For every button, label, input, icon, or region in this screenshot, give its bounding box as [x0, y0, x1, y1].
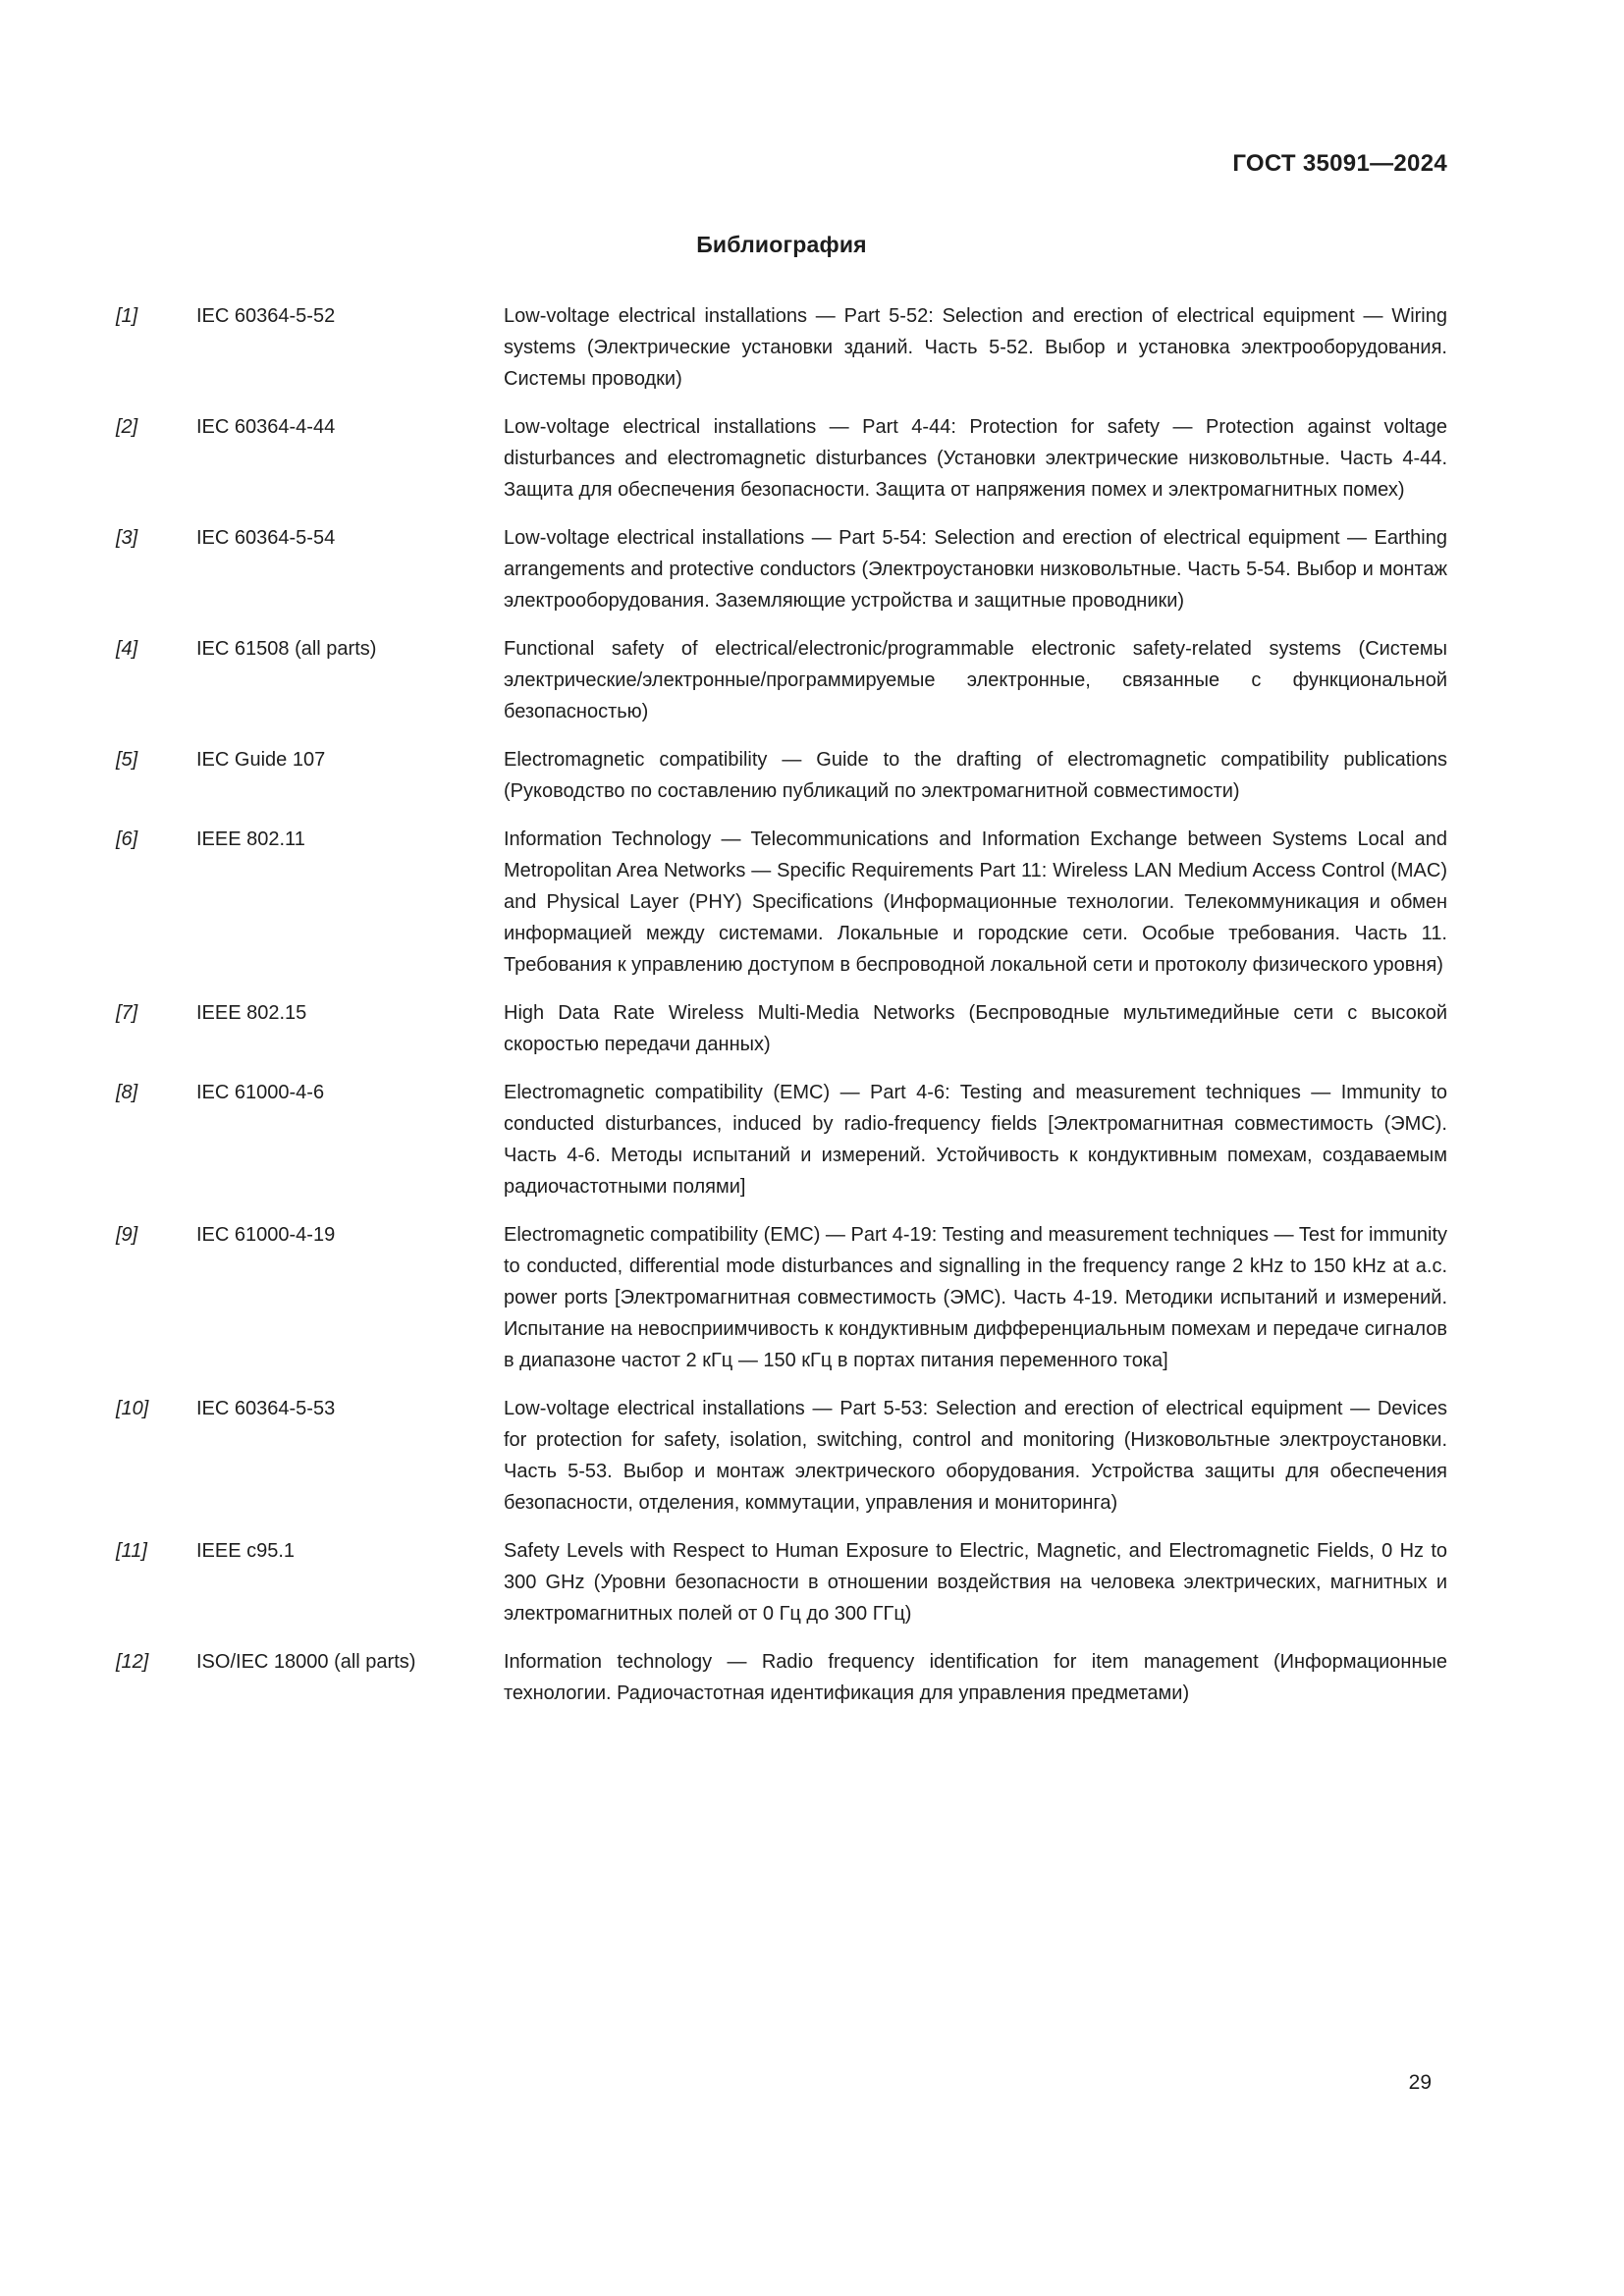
entry-description: Electromagnetic compatibility (EMC) — Part 4-6: Testing and measurement techniques — Immunity to conducted disturbances, induced by radio-frequency fields [Электромагнитная совместимость (ЭМС). Часть 4-6. Методы испытаний и измерений. Устойчивость к кондуктивным помехам, создаваемым радиочастотными полями]: [504, 1082, 1447, 1198]
entry-reference: IEEE 802.11: [196, 828, 305, 850]
bibliography-entry: [116, 1077, 1447, 1202]
bibliography-entry: [116, 1535, 1447, 1629]
entry-number: [2]: [116, 416, 138, 438]
bibliography-entry: [116, 1393, 1447, 1519]
entry-description: Electromagnetic compatibility (EMC) — Part 4-19: Testing and measurement techniques — Test for immunity to conducted, differential mode disturbances and signalling in the frequency range 2 kHz to 150 kHz at a.c. power ports [Электромагнитная совместимость (ЭМС). Часть 4-19. Методики испытаний и измерений. Испытание на невосприимчивость к кондуктивным дифференциальным помехам и передаче сигналов в диапазоне частот 2 кГц — 150 кГц в портах питания переменного тока]: [504, 1224, 1447, 1371]
entry-reference: IEC 61508 (all parts): [196, 638, 377, 660]
entry-number: [12]: [116, 1651, 149, 1673]
entry-reference: IEC 60364-4-44: [196, 416, 336, 438]
entry-number: [9]: [116, 1224, 138, 1246]
entry-description: Low-voltage electrical installations — Part 4-44: Protection for safety — Protection against voltage disturbances and electromagnetic disturbances (Установки электрические низковольтные. Часть 4-44. Защита для обеспечения безопасности. Защита от напряжения помех и электромагнитных помех): [504, 416, 1447, 501]
entry-number: [6]: [116, 828, 138, 850]
entry-number: [7]: [116, 1002, 138, 1024]
bibliography-entry: [116, 997, 1447, 1060]
entry-reference: IEC Guide 107: [196, 749, 326, 771]
bibliography-entry: [116, 1646, 1447, 1709]
entry-number: [4]: [116, 638, 138, 660]
entry-number: [3]: [116, 527, 138, 549]
entry-description: Electromagnetic compatibility — Guide to the drafting of electromagnetic compatibility publications (Руководство по составлению публикаций по электромагнитной совместимости): [504, 749, 1447, 802]
bibliography-list: [116, 300, 1447, 1726]
bibliography-entry: [116, 633, 1447, 727]
entry-description: Low-voltage electrical installations — Part 5-53: Selection and erection of electrical equipment — Devices for protection for safety, isolation, switching, control and monitoring (Низковольтные электроустановки. Часть 5-53. Выбор и монтаж электрического оборудования. Устройства защиты для обеспечения безопасности, отделения, коммутации, управления и мониторинга): [504, 1398, 1447, 1514]
entry-reference: IEC 60364-5-53: [196, 1398, 336, 1419]
entry-reference: IEEE c95.1: [196, 1540, 296, 1562]
bibliography-entry: [116, 824, 1447, 981]
page-number: 29: [1408, 2071, 1432, 2094]
bibliography-entry: [116, 744, 1447, 807]
entry-reference: IEC 60364-5-54: [196, 527, 336, 549]
entry-description: Safety Levels with Respect to Human Exposure to Electric, Magnetic, and Electromagnetic Fields, 0 Hz to 300 GHz (Уровни безопасности в отношении воздействия на человека электрических, магнитных и электромагнитных полей от 0 Гц до 300 ГГц): [504, 1540, 1447, 1625]
entry-number: [11]: [116, 1540, 147, 1562]
entry-number: [10]: [116, 1398, 149, 1419]
entry-reference: IEEE 802.15: [196, 1002, 307, 1024]
entry-description: Information technology — Radio frequency identification for item management (Информационные технологии. Радиочастотная идентификация для управления предметами): [504, 1651, 1447, 1704]
entry-reference: IEC 61000-4-19: [196, 1224, 336, 1246]
entry-number: [1]: [116, 305, 138, 327]
bibliography-entry: [116, 411, 1447, 506]
bibliography-entry: [116, 522, 1447, 616]
entry-number: [8]: [116, 1082, 138, 1103]
document-designation: ГОСТ 35091—2024: [1232, 150, 1447, 177]
page-title: Библиография: [696, 232, 867, 257]
entry-number: [5]: [116, 749, 138, 771]
bibliography-entry: [116, 1219, 1447, 1376]
entry-reference: IEC 61000-4-6: [196, 1082, 325, 1103]
entry-reference: ISO/IEC 18000 (all parts): [196, 1651, 416, 1673]
entry-description: Information Technology — Telecommunications and Information Exchange between Systems Local and Metropolitan Area Networks — Specific Requirements Part 11: Wireless LAN Medium Access Control (MAC) and Physical Layer (PHY) Specifications (Информационные технологии. Телекоммуникация и обмен информацией между системами. Локальные и городские сети. Особые требования. Часть 11. Требования к управлению доступом в беспроводной локальной сети и протоколу физического уровня): [504, 828, 1447, 976]
entry-description: Low-voltage electrical installations — Part 5-52: Selection and erection of electrical equipment — Wiring systems (Электрические установки зданий. Часть 5-52. Выбор и установка электрооборудования. Системы проводки): [504, 305, 1447, 390]
bibliography-entry: [116, 300, 1447, 395]
entry-description: Low-voltage electrical installations — Part 5-54: Selection and erection of electrical equipment — Earthing arrangements and protective conductors (Электроустановки низковольтные. Часть 5-54. Выбор и монтаж электрооборудования. Заземляющие устройства и защитные проводники): [504, 527, 1447, 612]
entry-description: High Data Rate Wireless Multi-Media Networks (Беспроводные мультимедийные сети с высокой скоростью передачи данных): [504, 1002, 1447, 1055]
entry-description: Functional safety of electrical/electronic/programmable electronic safety-related systems (Системы электрические/электронные/программируемые электронные, связанные с функциональной безопасностью): [504, 638, 1447, 722]
entry-reference: IEC 60364-5-52: [196, 305, 336, 327]
